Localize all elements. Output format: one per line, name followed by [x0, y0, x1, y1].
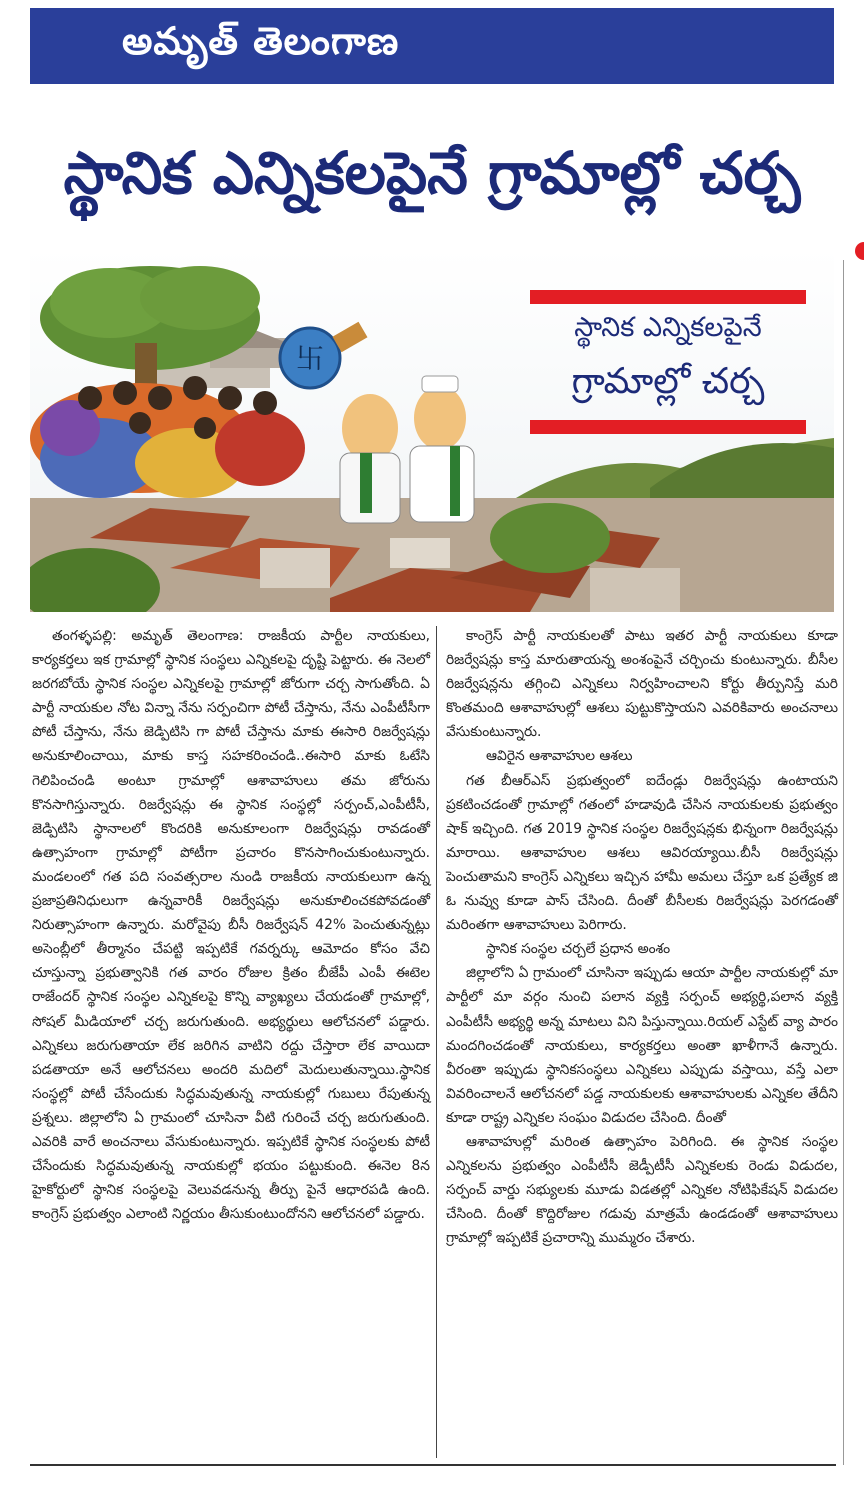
inset-line-1: స్థానిక ఎన్నికలపైనే	[574, 312, 762, 343]
subheading: స్థానిక సంస్థల చర్చలే ప్రధాన అంశం	[486, 941, 671, 958]
article-paragraph: గత బీఆర్ఎస్ ప్రభుత్వంలో ఐదేండ్లు రిజర్వేషన్లు ఉంటాయని ప్రకటించడంతో గ్రామాల్లో గతంలో హడావుడి చేసిన నాయకులకు ప్రభుత్వం షాక్ ఇచ్చింది. గత 2019 స్థానిక సంస్థల రిజర్వేషన్లకు భిన్నంగా రిజర్వేషన్లు మారాయి. ఆశావాహుల ఆశలు ఆవిరయ్యాయి.బీసీ రిజర్వేషన్లు పెంచుతామని కాంగ్రెస్ ఎన్నికలు ఇచ్చిన హామీ అమలు చేస్తూ ఒక ప్రత్యేక జి ఓ నువ్వు కూడా పాస్ చేసింది. దీంతో బీసీలకు రిజర్వేషన్లు పెరగడంతో మరింతగా ఆశావాహులు పెరిగారు.	[446, 772, 838, 934]
article-paragraph: ఆశావాహుల్లో మరింత ఉత్సాహం పెరిగింది. ఈ స్థానిక సంస్థల ఎన్నికలను ప్రభుత్వం ఎంపీటీసీ జెడ్పీటీసీ ఎన్నికలకు రెండు విడుదల, సర్పంచ్ వార్డు సభ్యులకు మూడు విడతల్లో ఎన్నికల నోటిఫికేషన్ విడుదల చేసింది. దీంతో కొద్దిరోజుల గడువు మాత్రమే ఉండడంతో ఆశావాహులు గ్రామాల్లో ఇప్పటికే ప్రచారాన్ని ముమ్మరం చేశారు.	[446, 1133, 838, 1247]
article-column-right	[446, 624, 838, 1250]
subheading: ఆవిరైన ఆశావాహుల ఆశలు	[486, 748, 633, 765]
article-paragraph: జిల్లాలోని ఏ గ్రామంలో చూసినా ఇప్పుడు ఆయా పార్టీల నాయకుల్లో మా పార్టీలో మా వర్గం నుంచి పలాన వ్యక్తి సర్పంచ్ అభ్యర్థి,పలాన వ్యక్తి ఎంపీటీసీ అభ్యర్థి అన్న మాటలు విని పిస్తున్నాయి.రియల్ ఎస్టేట్ వ్యా పారం మందగించడంతో నాయకులు, కార్యకర్తలు అంతా ఖాళీగానే ఉన్నారు. వీరంతా ఇప్పుడు స్థానికసంస్థలు ఎన్నికలు ఎప్పుడు వస్తాయి, వస్తే ఎలా వివరించాలనే ఆలోచనలో పడ్డ నాయకులకు ఆశావాహులకు ఎన్నికల తేదీని కూడా రాష్ట్ర ఎన్నికల సంఘం విడుదల చేసింది. దీంతో	[446, 965, 838, 1126]
adjacent-article-edge	[852, 240, 864, 262]
article-column-left	[32, 624, 430, 1226]
inset-bottom-bar	[530, 420, 806, 434]
inset-line-2: గ్రామాల్లో చర్చ	[571, 361, 765, 402]
svg-text:卐: 卐	[295, 342, 325, 375]
masthead	[30, 8, 834, 84]
article-paragraph: కాంగ్రెస్ పార్టీ నాయకులతో పాటు ఇతర పార్టీ నాయకులు కూడా రిజర్వేషన్లు కాస్త మారుతాయన్న అంశంపైనే చర్చించు కుంటున్నారు. బీసీల రిజర్వేషన్లను తగ్గించి ఎన్నికలు నిర్వహించాలని కోర్టు తీర్పునిస్తే మరి కొంతమంది ఆశావాహుల్లో ఆశలు పుట్టుకొస్తాయని ఎవరికివారు అంచనాలు వేసుకుంటున్నారు.	[446, 628, 838, 741]
inset-title-box	[530, 290, 806, 438]
bottom-rule	[30, 1464, 836, 1466]
inset-top-bar	[530, 290, 806, 304]
column-rule-right	[843, 260, 844, 1465]
masthead-title: అమృత్ తెలంగాణ	[122, 19, 400, 63]
edge-red-mark	[852, 240, 864, 262]
column-divider	[436, 626, 437, 1458]
headline: స్థానిక ఎన్నికలపైనే గ్రామాల్లో చర్చ	[63, 139, 801, 207]
article-paragraph: తంగళ్ళపల్లి: అమృత్ తెలంగాణ: రాజకీయ పార్టీల నాయకులు, కార్యకర్తలు ఇక గ్రామాల్లో స్థానిక సంస్థలు ఎన్నికలపై దృష్టి పెట్టారు. ఈ నెలలో జరగబోయే స్థానిక సంస్థల ఎన్నికలపై గ్రామాల్లో జోరుగా చర్చ సాగుతోంది. ఏ పార్టీ నాయకుల నోట విన్నా నేను సర్పంచిగా పోటీ చేస్తాను, నేను ఎంపీటీసీగా పోటీ చేస్తాను, నేను జెడ్పిటిసి గా పోటీ చేస్తాను మాకు ఈసారి రిజర్వేషన్లు అనుకూలించాయి, మాకు కాస్త సహకరించండి..ఈసారి మాకు ఓటేసి గెలిపించండి అంటూ గ్రామాల్లో ఆశావాహులు తమ జోరును కొనసాగిస్తున్నారు. రిజర్వేషన్లు ఈ స్థానిక సంస్థల్లో సర్పంచ్,ఎంపీటీసీ, జెడ్పిటిసి స్థానాలలో కొందరికి అనుకూలంగా రిజర్వేషన్లు రావడంతో ఉత్సాహంగా గ్రామాల్లో పోటీగా ప్రచారం కొనసాగించుకుంటున్నారు. మండలంలో గత పది సంవత్సరాల నుండి రాజకీయ నాయకులుగా ఉన్న ప్రజాప్రతినిధులుగా ఉన్నవారికీ రిజర్వేషన్లు అనుకూలించకపోవడంతో నిరుత్సాహంగా ఉన్నారు. మరోవైపు బీసీ రిజర్వేషన్ 42% పెంచుతున్నట్లు అసెంబ్లీలో తీర్మానం చేపట్టి ఇప్పటికే గవర్నర్కు ఆమోదం కోసం వేచి చూస్తున్నా ప్రభుత్వానికి గత వారం రోజుల క్రితం బీజేపీ ఎంపీ ఈటెల రాజేందర్ స్థానిక సంస్థల ఎన్నికలపై కొన్ని వ్యాఖ్యలు చేయడంతో గ్రామాల్లో, సోషల్ మీడియాలో చర్చ జరుగుతుంది. అభ్యర్థులు ఆలోచనలో పడ్డారు. ఎన్నికలు జరుగుతాయా లేక జరిగిన వాటిని రద్దు చేస్తారా లేక వాయిదా పడతాయా అనే ఆలోచనలు అందరి మదిలో మెదులుతున్నాయి.స్థానిక సంస్థల్లో పోటీ చేసేందుకు సిద్ధమవుతున్న నాయకుల్లో గుబులు రేపుతున్న ప్రశ్నలు. జిల్లాలోని ఏ గ్రామంలో చూసినా వీటి గురించే చర్చ జరుగుతుంది. ఎవరికి వారే అంచనాలు వేసుకుంటున్నారు. ఇప్పటికే స్థానిక సంస్థలకు పోటీ చేసేందుకు సిద్ధమవుతున్న నాయకుల్లో భయం పట్టుకుంది. ఈనెల 8న హైకోర్టులో స్థానిక సంస్థలపై వెలువడనున్న తీర్పు పైనే ఆధారపడి ఉంది. కాంగ్రెస్ ప్రభుత్వం ఎలాంటి నిర్ణయం తీసుకుంటుందోనని ఆలోచనలో పడ్డారు.	[32, 628, 430, 1223]
